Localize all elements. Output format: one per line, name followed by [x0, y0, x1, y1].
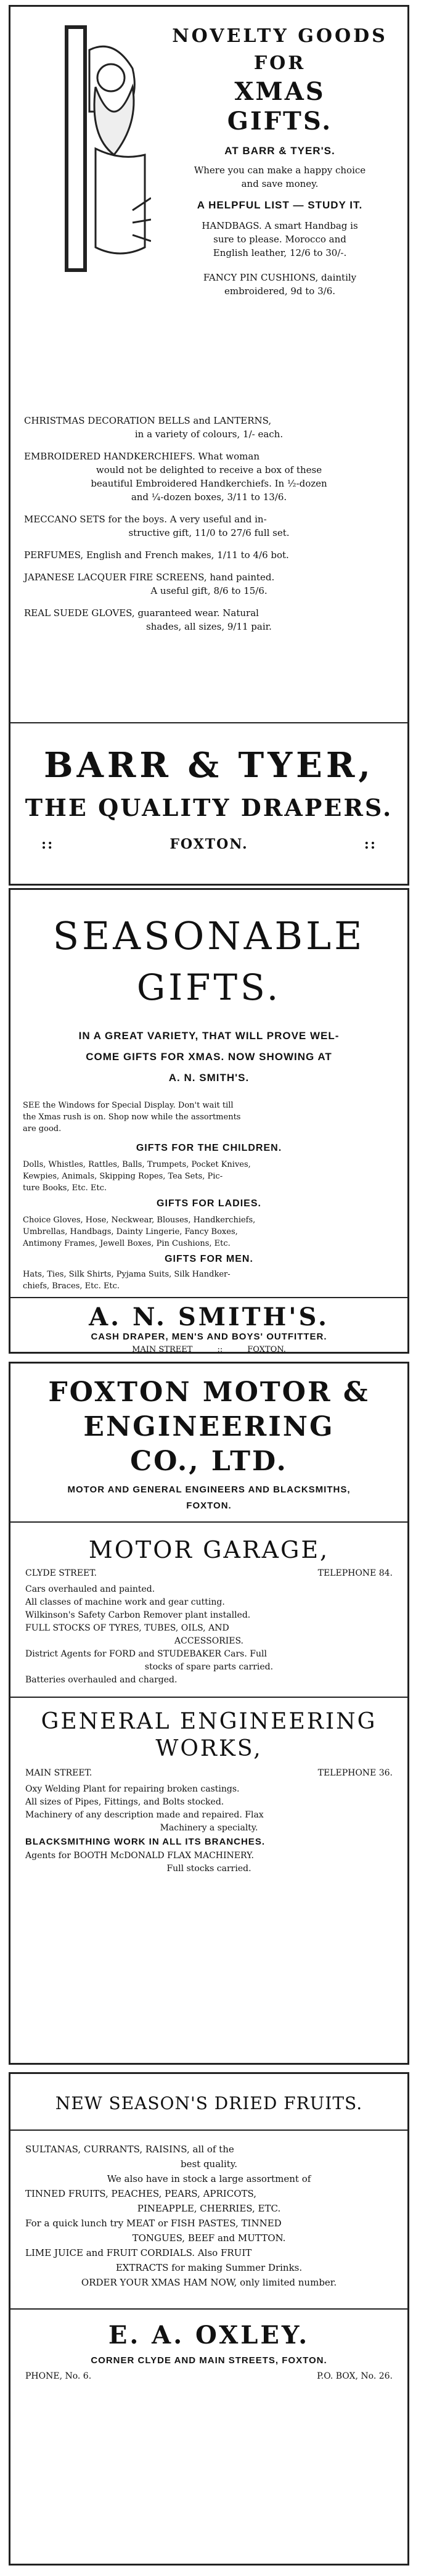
line: TONGUES, BEEF and MUTTON. [132, 2232, 286, 2244]
works-line: Machinery a specialty. [160, 1823, 258, 1833]
oxley-contact [10, 2371, 407, 2381]
windows-1: SEE the Windows for Special Display. Don't wait till [23, 1101, 234, 1110]
title-3: CO., LTD. [130, 1446, 288, 1477]
christmas-2: in a variety of colours, 1/- each. [134, 429, 284, 440]
ladies-1: Choice Gloves, Hose, Neckwear, Blouses, Handkerchiefs, [23, 1216, 256, 1225]
dried-fruits-title: NEW SEASON'S DRIED FRUITS. [55, 2093, 363, 2113]
divider [10, 2308, 407, 2310]
blacksmithing: BLACKSMITHING WORK IN ALL ITS BRANCHES. [25, 1837, 265, 1847]
windows-3: are good. [23, 1124, 62, 1134]
lacquer-2: A useful gift, 8/6 to 15/6. [150, 585, 268, 596]
garage-line: stocks of spare parts carried. [144, 1662, 274, 1672]
handbags-2: sure to please. Morocco and [213, 234, 346, 245]
children-3: ture Books, Etc. Etc. [23, 1183, 107, 1193]
booth-2: Full stocks carried. [166, 1864, 251, 1874]
garage-line: District Agents for FORD and STUDEBAKER Cars. Full [25, 1649, 267, 1659]
works-lines [10, 1783, 407, 1875]
line: TINNED FRUITS, PEACHES, PEARS, APRICOTS, [25, 2188, 257, 2199]
oxley-lines [10, 2142, 407, 2290]
santa-claus-illustration [28, 25, 151, 272]
christmas-1: CHRISTMAS DECORATION BELLS and LANTERNS, [24, 415, 272, 426]
works-title-1: GENERAL ENGINEERING [41, 1709, 377, 1734]
handbags-1: HANDBAGS. A smart Handbag is [202, 220, 358, 231]
line: For a quick lunch try MEAT or FISH PASTES, TINNED [25, 2218, 282, 2229]
smith-addr [10, 1345, 407, 1354]
windows-2: the Xmas rush is on. Shop now while the assortments [23, 1113, 241, 1122]
intro [10, 1026, 407, 1088]
intro-line-2: and save money. [241, 178, 319, 189]
line: ORDER YOUR XMAS HAM NOW, only limited number. [81, 2277, 337, 2288]
suede-1: REAL SUEDE GLOVES, guaranteed wear. Natural [24, 607, 259, 619]
embroidered-4: and ¼-dozen boxes, 3/11 to 13/6. [131, 492, 287, 503]
line: PINEAPPLE, CHERRIES, ETC. [137, 2203, 281, 2214]
embroidered-3: beautiful Embroidered Handkerchiefs. In ½-dozen [91, 478, 327, 489]
children-1: Dolls, Whistles, Rattles, Balls, Trumpets, Pocket Knives, [23, 1160, 251, 1169]
garage-lines [10, 1583, 407, 1687]
divider [10, 1521, 407, 1523]
garage-line: Cars overhauled and painted. [25, 1584, 155, 1594]
lacquer-1: JAPANESE LACQUER FIRE SCREENS, hand painted. [24, 572, 275, 583]
garage-line: All classes of machine work and gear cutting. [25, 1597, 225, 1607]
garage-line: Wilkinson's Safety Carbon Remover plant installed. [25, 1610, 251, 1620]
at-barr-tyer: AT BARR & TYER'S. [224, 145, 335, 157]
embroidered-2: would not be delighted to receive a box of these [96, 464, 322, 475]
line: We also have in stock a large assortment of [107, 2173, 311, 2184]
oxley-addr: CORNER CLYDE AND MAIN STREETS, FOXTON. [91, 2355, 327, 2366]
embroidered-1: EMBROIDERED HANDKERCHIEFS. What woman [24, 451, 260, 462]
line: LIME JUICE and FRUIT CORDIALS. Also FRUIT [25, 2247, 252, 2258]
men-head: GIFTS FOR MEN. [165, 1254, 253, 1264]
garage-line: Batteries overhauled and charged. [25, 1675, 178, 1685]
headline-gifts: GIFTS. [227, 107, 333, 136]
children-2: Kewpies, Animals, Skipping Ropes, Tea Sets, Pic- [23, 1172, 223, 1181]
barr-tyer-advert [9, 5, 409, 886]
foxton-line [10, 836, 407, 852]
intro-2: COME GIFTS FOR XMAS. NOW SHOWING AT [86, 1051, 332, 1063]
street: MAIN STREET [132, 1345, 193, 1354]
foxton-motor-advert [9, 1362, 409, 2065]
gifts-title: GIFTS. [136, 966, 282, 1008]
ladies-head: GIFTS FOR LADIES. [157, 1198, 261, 1209]
children-head: GIFTS FOR THE CHILDREN. [136, 1143, 282, 1153]
intro-line-1: Where you can make a happy choice [194, 165, 366, 176]
telephone-84: TELEPHONE 84. [317, 1568, 393, 1578]
divider [10, 1297, 407, 1298]
ad1-heading [165, 23, 395, 298]
phone: PHONE, No. 6. [25, 2371, 92, 2381]
title-2: ENGINEERING [83, 1411, 335, 1442]
intro-1: IN A GREAT VARIETY, THAT WILL PROVE WEL- [78, 1030, 340, 1042]
handbags-3: English leather, 12/6 to 30/-. [213, 247, 347, 258]
garage-line: ACCESSORIES. [174, 1636, 243, 1646]
seasonable-title: SEASONABLE [52, 913, 366, 958]
meccano-2: structive gift, 11/0 to 27/6 full set. [128, 527, 290, 538]
subtitle: MOTOR AND GENERAL ENGINEERS AND BLACKSMITHS, [67, 1484, 351, 1495]
booth-1: Agents for BOOTH McDONALD FLAX MACHINERY. [25, 1851, 254, 1861]
works-addr [10, 1768, 407, 1778]
line: best quality. [180, 2158, 238, 2170]
works-line: Machinery of any description made and repaired. Flax [25, 1810, 264, 1820]
suede-2: shades, all sizes, 9/11 pair. [146, 621, 272, 632]
garage-addr [10, 1568, 407, 1578]
ad1-items [24, 414, 394, 633]
town: FOXTON. [170, 836, 248, 852]
headline-xmas: XMAS [234, 77, 325, 106]
intro-3: A. N. SMITH'S. [168, 1072, 250, 1084]
sep: :: [217, 1345, 223, 1354]
headline-for: FOR [253, 52, 306, 74]
town: FOXTON. [247, 1345, 286, 1354]
ladies-3: Antimony Frames, Jewell Boxes, Pin Cushions, Etc. [23, 1239, 231, 1248]
men [10, 1269, 407, 1292]
divider [10, 1697, 407, 1698]
windows [10, 1100, 407, 1135]
children [10, 1159, 407, 1194]
garage-line: FULL STOCKS OF TYRES, TUBES, OILS, AND [25, 1623, 229, 1633]
line: EXTRACTS for making Summer Drinks. [115, 2262, 303, 2273]
fancy-1: FANCY PIN CUSHIONS, daintily [203, 272, 357, 283]
men-2: chiefs, Braces, Etc. Etc. [23, 1282, 120, 1291]
smith-sub: CASH DRAPER, MEN'S AND BOYS' OUTFITTER. [91, 1331, 327, 1342]
title-1: FOXTON MOTOR & [48, 1376, 370, 1408]
main-street: MAIN STREET. [25, 1768, 92, 1778]
headline-novelty: NOVELTY GOODS [172, 25, 388, 47]
works-title-2: WORKS, [155, 1736, 263, 1761]
oxley-signature: E. A. OXLEY. [108, 2321, 310, 2350]
divider [10, 722, 407, 723]
quality-drapers: THE QUALITY DRAPERS. [25, 794, 393, 821]
motor-garage: MOTOR GARAGE, [88, 1536, 330, 1563]
fancy-2: embroidered, 9d to 3/6. [224, 286, 335, 297]
perfumes: PERFUMES, English and French makes, 1/11 to 4/6 bot. [24, 549, 289, 561]
ladies [10, 1214, 407, 1249]
oxley-advert [9, 2072, 409, 2566]
smith-advert [9, 888, 409, 1354]
po-box: P.O. BOX, No. 26. [317, 2371, 393, 2381]
ladies-2: Umbrellas, Handbags, Dainty Lingerie, Fancy Boxes, [23, 1227, 238, 1237]
helpful-list: A HELPFUL LIST — STUDY IT. [197, 199, 363, 211]
barr-tyer-signature: BARR & TYER, [44, 745, 374, 786]
line: SULTANAS, CURRANTS, RAISINS, all of the [25, 2144, 234, 2155]
men-1: Hats, Ties, Silk Shirts, Pyjama Suits, Silk Handker- [23, 1270, 231, 1279]
telephone-36: TELEPHONE 36. [317, 1768, 393, 1778]
meccano-1: MECCANO SETS for the boys. A very useful and in- [24, 514, 267, 525]
sep: :: [364, 836, 377, 852]
town: FOXTON. [186, 1500, 232, 1511]
works-line: Oxy Welding Plant for repairing broken castings. [25, 1784, 240, 1794]
sep: :: [41, 836, 54, 852]
smith-signature: A. N. SMITH'S. [89, 1302, 329, 1331]
clyde-street: CLYDE STREET. [25, 1568, 97, 1578]
works-line: All sizes of Pipes, Fittings, and Bolts stocked. [25, 1797, 224, 1807]
divider [10, 2130, 407, 2131]
